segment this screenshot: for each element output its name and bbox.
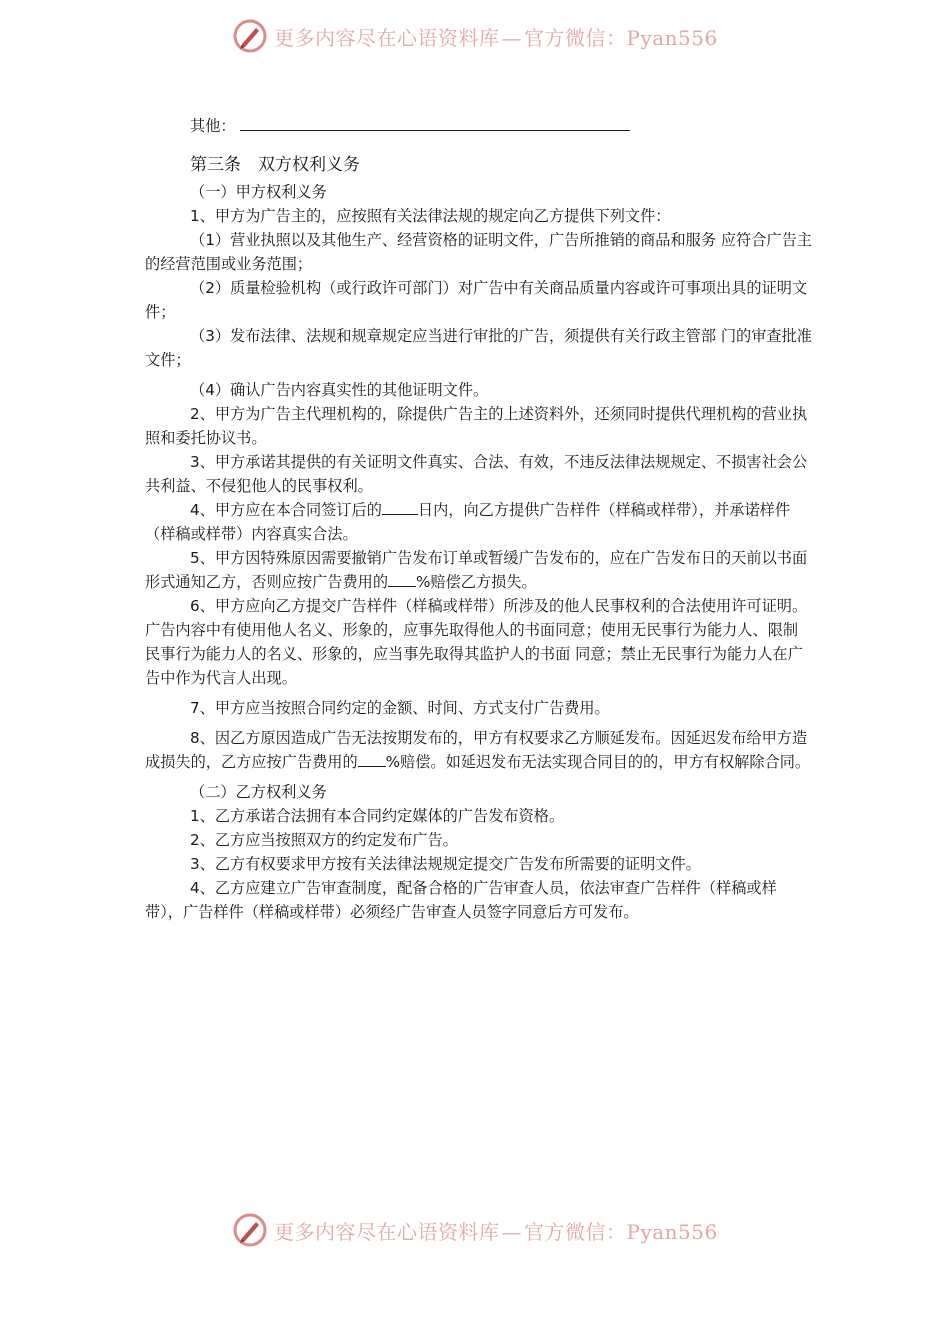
- other-line: [145, 114, 813, 138]
- article-title: 第三条 双方权利义务: [190, 155, 360, 175]
- clause-a1-4: （4）确认广告内容真实性的其他证明文件。: [190, 381, 489, 399]
- clause-b4: 4、乙方应建立广告审查制度，配备合格的广告审查人员，依法审查广告样件（样稿或样带），广告样件（样稿或样带）必须经广告审查人员签字同意后方可发布。: [145, 879, 777, 921]
- days-blank[interactable]: [382, 498, 418, 515]
- clause-a2: 2、甲方为广告主代理机构的，除提供广告主的上述资料外，还须同时提供代理机构的营业执照和委托协议书。: [145, 405, 808, 447]
- clause-b2: 2、乙方应当按照双方的约定发布广告。: [190, 831, 458, 849]
- footer-contact-id: Pyan556: [626, 1219, 718, 1244]
- clause-a4-post: 日内，向乙方提供广告样件（样稿或样带），并承诺样件（样稿或样带）内容真实合法。: [145, 501, 791, 543]
- clause-a8: [145, 726, 813, 774]
- footer-banner: [232, 1210, 752, 1250]
- percent-blank-a5[interactable]: [388, 570, 416, 587]
- clause-a5: [145, 546, 813, 594]
- footer-separator: —: [501, 1219, 522, 1244]
- clause-b1: 1、乙方承诺合法拥有本合同约定媒体的广告发布资格。: [190, 807, 565, 825]
- section1-title: （一）甲方权利义务: [190, 183, 327, 201]
- clause-a1-1: （1）营业执照以及其他生产、经营资格的证明文件，广告所推销的商品和服务 应符合广告主的经营范围或业务范围；: [145, 231, 812, 273]
- percent-blank-a8[interactable]: [358, 750, 386, 767]
- header-title: 更多内容尽在心语资料库: [274, 25, 500, 50]
- footer-banner-text: [274, 1216, 718, 1245]
- clause-a8-pre: 8、因乙方原因造成广告无法按期发布的，甲方有权要求乙方顺延发布。因延迟发布给甲方造成损失的，乙方应按广告费用的: [145, 729, 808, 771]
- header-contact-label: 官方微信：: [524, 25, 627, 50]
- clause-a4: [145, 498, 813, 546]
- document-body: [145, 114, 813, 924]
- header-contact-id: Pyan556: [626, 25, 718, 50]
- clause-a1: 1、甲方为广告主的，应按照有关法律法规的规定向乙方提供下列文件：: [190, 207, 671, 225]
- header-separator: —: [501, 25, 522, 50]
- clause-a7: 7、甲方应当按照合同约定的金额、时间、方式支付广告费用。: [190, 699, 610, 717]
- clause-a5-pre: 5、甲方因特殊原因需要撤销广告发布订单或暂缓广告发布的，应在广告发布日的天前以书面形式通知乙方，否则应按广告费用的: [145, 549, 808, 591]
- section2-title: （二）乙方权利义务: [190, 783, 327, 801]
- other-blank[interactable]: [240, 114, 630, 131]
- header-banner: [232, 16, 752, 56]
- clause-a1-3: （3）发布法律、法规和规章规定应当进行审批的广告，须提供有关行政主管部 门的审查批准文件；: [145, 327, 812, 369]
- footer-contact-label: 官方微信：: [524, 1219, 627, 1244]
- clause-a6: 6、甲方应向乙方提交广告样件（样稿或样带）所涉及的他人民事权利的合法使用许可证明。广告内容中有使用他人名义、形象的，应事先取得他人的书面同意；使用无民事行为能力人、限制民事行为能力人的名义、形象的，应当事先取得其监护人的书面 同意；禁止无民事行为能力人在广告中作为代言人出现。: [145, 597, 808, 687]
- clause-a8-post: %赔偿。如延迟发布无法实现合同目的的，甲方有权解除合同。: [385, 753, 811, 771]
- clause-a5-post: %赔偿乙方损失。: [416, 573, 537, 591]
- other-label: 其他：: [190, 117, 236, 135]
- footer-title: 更多内容尽在心语资料库: [274, 1219, 500, 1244]
- pen-logo-icon: [232, 18, 268, 54]
- clause-b3: 3、乙方有权要求甲方按有关法律法规规定提交广告发布所需要的证明文件。: [190, 855, 701, 873]
- pen-logo-icon: [232, 1212, 268, 1248]
- header-banner-text: [274, 22, 718, 51]
- clause-a1-2: （2）质量检验机构（或行政许可部门）对广告中有关商品质量内容或许可事项出具的证明文件；: [145, 279, 808, 321]
- clause-a3: 3、甲方承诺其提供的有关证明文件真实、合法、有效，不违反法律法规规定、不损害社会公共利益、不侵犯他人的民事权利。: [145, 453, 808, 495]
- clause-a4-pre: 4、甲方应在本合同签订后的: [190, 501, 382, 519]
